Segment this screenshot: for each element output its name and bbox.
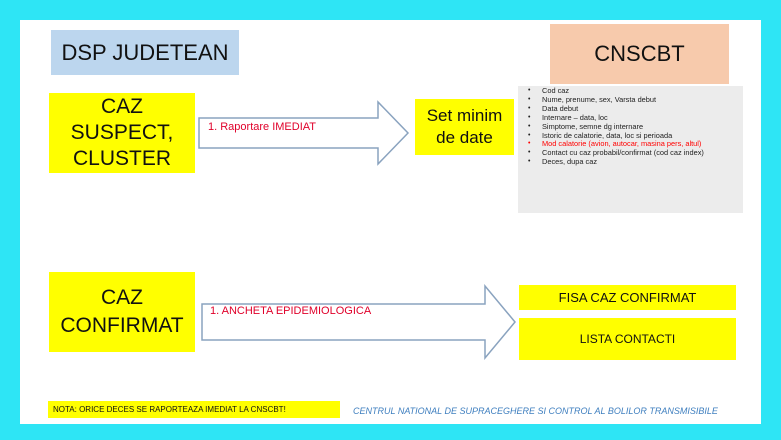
details-list: [522, 87, 739, 167]
bullet-icon: •: [528, 104, 531, 112]
bullet-icon: •: [528, 140, 531, 148]
bullet-icon: •: [528, 87, 531, 94]
details-list-item-text: Deces, dupa caz: [542, 157, 598, 167]
details-list-item-text: Nume, prenume, sex, Varsta debut: [542, 94, 657, 104]
details-list-panel: [518, 86, 743, 213]
details-list-item-text: Data debut: [542, 103, 579, 113]
raportare-arrow-label: 1. Raportare IMEDIAT: [208, 121, 316, 133]
bullet-icon: •: [528, 149, 531, 157]
bullet-icon: •: [528, 131, 531, 139]
slide: [20, 20, 761, 424]
caz-confirmat-box: [49, 272, 195, 352]
details-list-item-text: Istoric de calatorie, data, loc si perioada: [542, 130, 673, 140]
bullet-icon: •: [528, 95, 531, 103]
details-list-item-text: Internare – data, loc: [542, 112, 608, 122]
details-list-item-text: Cod caz: [542, 86, 570, 95]
details-list-item: [522, 158, 739, 167]
ancheta-arrow-label: 1. ANCHETA EPIDEMIOLOGICA: [210, 305, 372, 317]
nota-box: NOTA: ORICE DECES SE RAPORTEAZA IMEDIAT LA CNSCBT!: [48, 401, 340, 418]
dsp-judetean-header: DSP JUDETEAN: [51, 30, 239, 75]
set-minim-box: [415, 99, 514, 155]
ancheta-arrow: [201, 284, 517, 360]
caz-suspect-label: CAZ SUSPECT, CLUSTER: [70, 95, 174, 170]
footer-text: CENTRUL NATIONAL DE SUPRACEGHERE SI CONTROL AL BOLILOR TRANSMISIBILE: [353, 406, 718, 416]
bullet-icon: •: [528, 113, 531, 121]
details-list-item-text: Simptome, semne dg internare: [542, 121, 644, 131]
bullet-icon: •: [528, 158, 531, 166]
details-list-item-text: Contact cu caz probabil/confirmat (cod caz index): [542, 148, 704, 158]
cnscbt-header: CNSCBT: [550, 24, 729, 84]
caz-confirmat-label: CAZ CONFIRMAT: [60, 286, 184, 337]
raportare-arrow: [198, 100, 410, 166]
caz-suspect-box: [49, 93, 195, 173]
set-minim-label: Set minim de date: [426, 106, 503, 147]
lista-contacti-box: LISTA CONTACTI: [519, 318, 736, 360]
fisa-caz-confirmat-box: FISA CAZ CONFIRMAT: [519, 285, 736, 310]
details-list-item-text: Mod calatorie (avion, autocar, masina pers, altul): [542, 139, 702, 149]
bullet-icon: •: [528, 122, 531, 130]
